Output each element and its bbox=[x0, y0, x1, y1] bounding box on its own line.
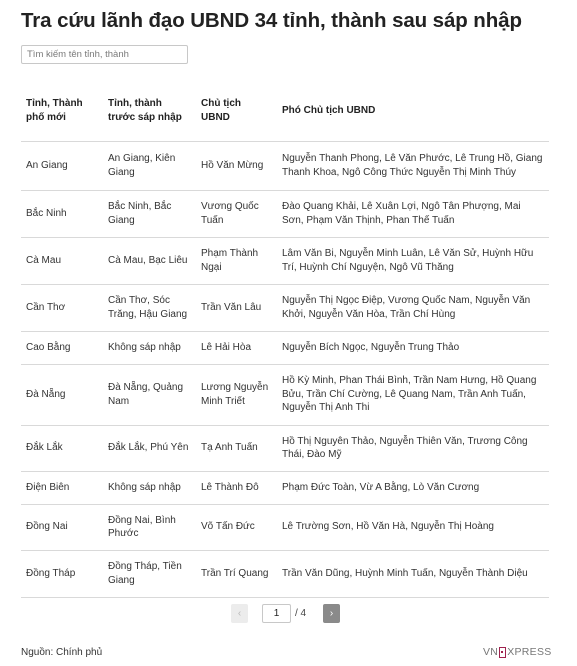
cell-new-province: Điện Biên bbox=[21, 471, 103, 504]
cell-chairman: Lương Nguyễn Minh Triết bbox=[196, 364, 277, 425]
cell-chairman: Phạm Thành Ngại bbox=[196, 237, 277, 284]
table-row bbox=[21, 504, 549, 550]
cell-vice-chairmen: Nguyễn Thị Ngọc Điệp, Vương Quốc Nam, Nguyễn Văn Khởi, Nguyễn Văn Hòa, Trần Chí Hùng bbox=[277, 284, 549, 331]
cell-new-province: Cao Bằng bbox=[21, 331, 103, 364]
cell-vice-chairmen: Hồ Kỳ Minh, Phan Thái Bình, Trần Nam Hưng, Hồ Quang Bửu, Trần Chí Cường, Lê Quang Nam, Trần Anh Tuấn, Nguyễn Thị Anh Thi bbox=[277, 364, 549, 425]
cell-vice-chairmen: Đào Quang Khải, Lê Xuân Lợi, Ngô Tân Phượng, Mai Sơn, Phạm Văn Thịnh, Phan Thế Tuấn bbox=[277, 190, 549, 237]
cell-vice-chairmen: Hồ Thị Nguyên Thảo, Nguyễn Thiên Văn, Trương Công Thái, Đào Mỹ bbox=[277, 425, 549, 471]
table-row bbox=[21, 550, 549, 597]
cell-vice-chairmen: Nguyễn Bích Ngọc, Nguyễn Trung Thảo bbox=[277, 331, 549, 364]
cell-new-province: Đà Nẵng bbox=[21, 364, 103, 425]
table-row bbox=[21, 364, 549, 425]
cell-vice-chairmen: Phạm Đức Toàn, Vừ A Bằng, Lò Văn Cương bbox=[277, 471, 549, 504]
cell-new-province: Đồng Nai bbox=[21, 504, 103, 550]
header-old-provinces: Tỉnh, thành trước sáp nhập bbox=[103, 81, 196, 141]
cell-vice-chairmen: Nguyễn Thanh Phong, Lê Văn Phước, Lê Trung Hồ, Giang Thanh Khoa, Ngô Công Thức Nguyễn Thị Minh Thúy bbox=[277, 141, 549, 190]
cell-vice-chairmen: Lâm Văn Bi, Nguyễn Minh Luân, Lê Văn Sử, Huỳnh Hữu Trí, Huỳnh Chí Nguyện, Ngô Vũ Thăng bbox=[277, 237, 549, 284]
search-input[interactable] bbox=[21, 45, 188, 64]
page-number-input[interactable] bbox=[262, 604, 291, 623]
cell-old-provinces: Không sáp nhập bbox=[103, 471, 196, 504]
cell-old-provinces: Cần Thơ, Sóc Trăng, Hậu Giang bbox=[103, 284, 196, 331]
cell-new-province: Bắc Ninh bbox=[21, 190, 103, 237]
cell-chairman: Lê Hải Hòa bbox=[196, 331, 277, 364]
logo-e-mark-icon bbox=[499, 647, 506, 658]
cell-old-provinces: Đà Nẵng, Quảng Nam bbox=[103, 364, 196, 425]
cell-chairman: Vương Quốc Tuấn bbox=[196, 190, 277, 237]
cell-new-province: Đồng Tháp bbox=[21, 550, 103, 597]
prev-page-button[interactable] bbox=[231, 604, 248, 623]
table-header-row bbox=[21, 81, 549, 141]
cell-old-provinces: Đồng Tháp, Tiền Giang bbox=[103, 550, 196, 597]
table-row bbox=[21, 284, 549, 331]
cell-chairman: Tạ Anh Tuấn bbox=[196, 425, 277, 471]
logo-text-after: XPRESS bbox=[507, 646, 552, 658]
cell-new-province: An Giang bbox=[21, 141, 103, 190]
table-row bbox=[21, 237, 549, 284]
cell-old-provinces: Đắk Lắk, Phú Yên bbox=[103, 425, 196, 471]
leaders-table bbox=[21, 81, 549, 598]
pagination bbox=[0, 604, 577, 624]
next-page-button[interactable] bbox=[323, 604, 340, 623]
cell-chairman: Trần Trí Quang bbox=[196, 550, 277, 597]
cell-old-provinces: An Giang, Kiên Giang bbox=[103, 141, 196, 190]
table-row bbox=[21, 190, 549, 237]
cell-chairman: Lê Thành Đô bbox=[196, 471, 277, 504]
header-chairman: Chủ tịch UBND bbox=[196, 81, 277, 141]
chevron-left-icon: ‹ bbox=[237, 607, 242, 619]
cell-old-provinces: Không sáp nhập bbox=[103, 331, 196, 364]
header-vice-chairmen: Phó Chủ tịch UBND bbox=[277, 81, 549, 141]
table-row bbox=[21, 471, 549, 504]
cell-old-provinces: Bắc Ninh, Bắc Giang bbox=[103, 190, 196, 237]
cell-new-province: Đắk Lắk bbox=[21, 425, 103, 471]
chevron-right-icon: › bbox=[329, 607, 334, 619]
cell-chairman: Võ Tấn Đức bbox=[196, 504, 277, 550]
page-total: / 4 bbox=[295, 608, 307, 619]
table-row bbox=[21, 331, 549, 364]
cell-new-province: Cần Thơ bbox=[21, 284, 103, 331]
cell-vice-chairmen: Trần Văn Dũng, Huỳnh Minh Tuấn, Nguyễn Thành Diệu bbox=[277, 550, 549, 597]
header-new-province: Tỉnh, Thành phố mới bbox=[21, 81, 103, 141]
cell-old-provinces: Cà Mau, Bạc Liêu bbox=[103, 237, 196, 284]
cell-chairman: Trần Văn Lâu bbox=[196, 284, 277, 331]
vnexpress-logo bbox=[483, 644, 552, 660]
cell-vice-chairmen: Lê Trường Sơn, Hồ Văn Hà, Nguyễn Thị Hoàng bbox=[277, 504, 549, 550]
cell-old-provinces: Đồng Nai, Bình Phước bbox=[103, 504, 196, 550]
source-note: Nguồn: Chính phủ bbox=[21, 647, 103, 658]
page-title: Tra cứu lãnh đạo UBND 34 tỉnh, thành sau sáp nhập bbox=[21, 9, 522, 32]
table-row bbox=[21, 425, 549, 471]
logo-text-before: VN bbox=[483, 646, 499, 658]
table-row bbox=[21, 141, 549, 190]
cell-new-province: Cà Mau bbox=[21, 237, 103, 284]
cell-chairman: Hồ Văn Mừng bbox=[196, 141, 277, 190]
